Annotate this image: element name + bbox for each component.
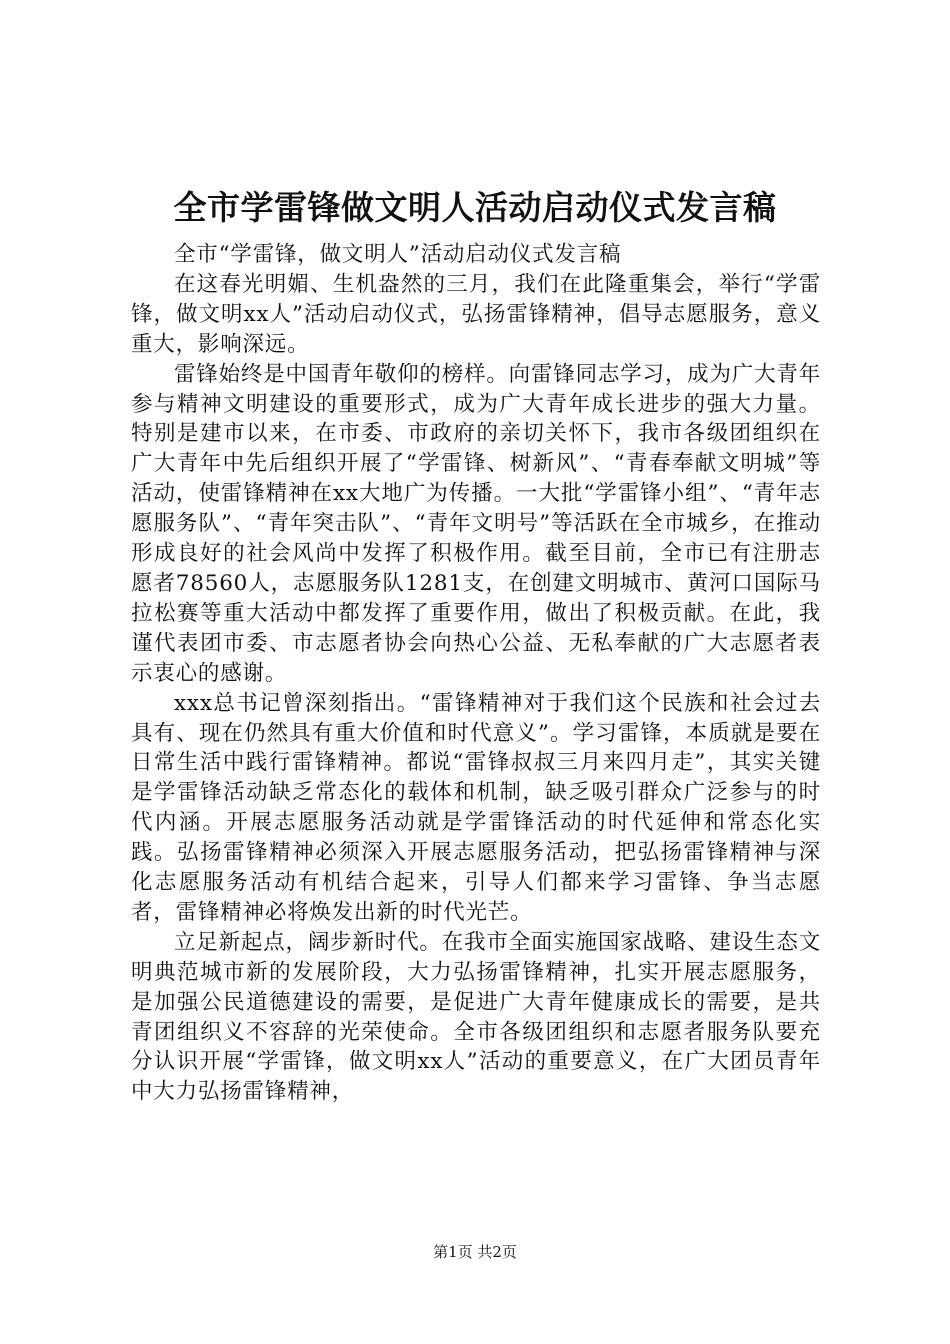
document-title: 全市学雷锋做文明人活动启动仪式发言稿 <box>173 188 777 227</box>
document-body <box>131 240 821 1107</box>
page-number-footer: 第1页 共2页 <box>433 1243 517 1261</box>
paragraph: 雷锋始终是中国青年敬仰的榜样。向雷锋同志学习，成为广大青年参与精神文明建设的重要形式，成为广大青年成长进步的强大力量。特别是建市以来，在市委、市政府的亲切关怀下，我市各级团组织在广大青年中先后组织开展了“学雷锋、树新风”、“青春奉献文明城”等活动，使雷锋精神在xx大地广为传播。一大批“学雷锋小组”、“青年志愿服务队”、“青年突击队”、“青年文明号”等活跃在全市城乡，在推动形成良好的社会风尚中发挥了积极作用。截至目前，全市已有注册志愿者78560人，志愿服务队1281支，在创建文明城市、黄河口国际马拉松赛等重大活动中都发挥了重要作用，做出了积极贡献。在此，我谨代表团市委、市志愿者协会向热心公益、无私奉献的广大志愿者表示衷心的感谢。 <box>131 361 821 686</box>
paragraph: 立足新起点，阔步新时代。在我市全面实施国家战略、建设生态文明典范城市新的发展阶段，大力弘扬雷锋精神，扎实开展志愿服务，是加强公民道德建设的需要，是促进广大青年健康成长的需要，是共青团组织义不容辞的光荣使命。全市各级团组织和志愿者服务队要充分认识开展“学雷锋，做文明xx人”活动的重要意义，在广大团员青年中大力弘扬雷锋精神， <box>131 929 821 1105</box>
paragraph: 在这春光明媚、生机盎然的三月，我们在此隆重集会，举行“学雷锋，做文明xx人”活动启动仪式，弘扬雷锋精神，倡导志愿服务，意义重大，影响深远。 <box>131 271 821 357</box>
paragraph: xxx总书记曾深刻指出。“雷锋精神对于我们这个民族和社会过去具有、现在仍然具有重大价值和时代意义”。学习雷锋，本质就是要在日常生活中践行雷锋精神。都说“雷锋叔叔三月来四月走”，其实关键是学雷锋活动缺乏常态化的载体和机制，缺乏吸引群众广泛参与的时代内涵。开展志愿服务活动就是学雷锋活动的时代延伸和常态化实践。弘扬雷锋精神必须深入开展志愿服务活动，把弘扬雷锋精神与深化志愿服务活动有机结合起来，引导人们都来学习雷锋、争当志愿者，雷锋精神必将焕发出新的时代光芒。 <box>131 690 821 925</box>
paragraph-subtitle: 全市“学雷锋，做文明人”活动启动仪式发言稿 <box>174 242 622 267</box>
